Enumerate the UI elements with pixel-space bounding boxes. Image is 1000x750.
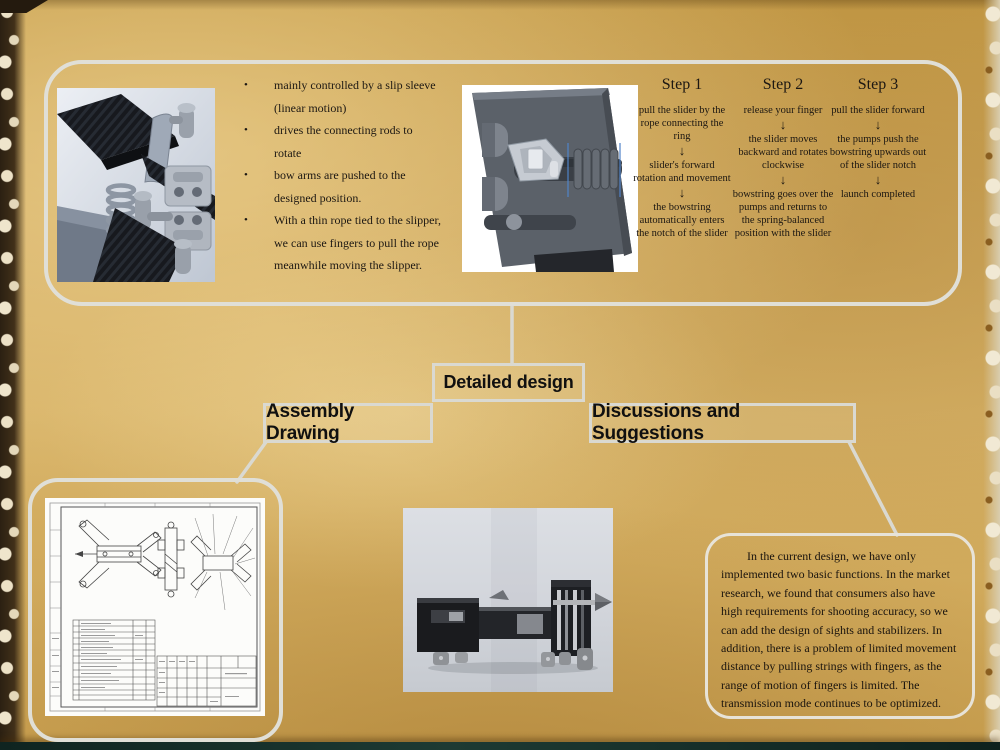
engineering-drawing-image [45,498,265,716]
down-arrow-icon: ↓ [874,172,882,187]
step-column-3 [826,76,930,201]
bullet-text: mainly controlled by a slip sleeve (linear motion) [274,78,436,115]
step-title: Step 1 [661,76,703,93]
step-text: pull the slider forward [831,105,925,116]
torn-top-left-corner [0,0,48,13]
step-column-1 [632,76,732,240]
cad-mechanism-image [57,88,215,282]
connector-discussions-to-text [849,442,897,535]
step-text: pull the slider by the rope connecting the ring [638,105,726,142]
device-render-graphic [403,508,613,692]
bullet-text: bow arms are pushed to the designed position. [274,168,406,205]
step-text: the bowstring automatically enters the notch of the slider [636,202,728,239]
cad-slider-image [462,85,638,272]
assembly-drawing-label-box [263,403,433,443]
bullet-item [240,74,452,119]
down-arrow-icon: ↓ [779,172,787,187]
down-arrow-icon: ↓ [874,117,882,132]
discussions-label-box [589,403,856,443]
bullet-marker: • [244,79,248,91]
detailed-design-label-box [432,363,585,402]
bullet-marker: • [244,124,248,136]
detailed-design-label: Detailed design [443,372,574,392]
bullet-marker: • [244,169,248,181]
discussion-panel [705,533,975,719]
step-text: slider's forward rotation and movement [633,160,731,184]
assembly-drawing-label: Assembly Drawing [266,401,355,444]
step-title: Step 2 [762,76,804,93]
discussions-label: Discussions and Suggestions [592,401,740,444]
torn-left-edge [0,0,26,742]
bullet-item [240,164,452,209]
bullet-item [240,119,452,164]
mechanism-bullet-list [240,74,452,277]
step-text: the slider moves backward and rotates clockwise [738,134,828,171]
down-arrow-icon: ↓ [779,117,787,132]
device-render-image [403,508,613,692]
discussion-text: In the current design, we have only implemented two basic functions. In the market research, we found that consumers also have high requirements for shooting accuracy, so we can add the design of sights and stabilizers. In addition, there is a problem of limited movement distance by pulling strings with fingers, as the range of motion of fingers is limited. The transmission mode continues to be optimized. [721,549,957,711]
step-column-2 [732,76,834,240]
cad-slider-graphic [462,85,638,272]
bullet-item [240,209,452,277]
step-text: bowstring goes over the pumps and returns to the spring-balanced position with the slider [732,189,834,239]
down-arrow-icon: ↓ [678,143,686,158]
cad-mechanism-graphic [57,88,215,282]
bullet-text: drives the connecting rods to rotate [274,123,413,160]
bottom-dark-band [0,742,1000,750]
engineering-drawing-graphic [45,498,265,716]
connector-assembly-to-drawing [237,442,266,482]
step-text: release your finger [743,105,823,116]
step-title: Step 3 [857,76,899,93]
step-text: launch completed [840,189,916,200]
bullet-text: With a thin rope tied to the slipper, we can use fingers to pull the rope meanwhile moving the slipper. [274,213,441,272]
step-text: the pumps push the bowstring upwards out of the slider notch [829,134,927,171]
torn-right-edge [976,0,1000,742]
down-arrow-icon: ↓ [678,185,686,200]
bullet-marker: • [244,214,248,226]
